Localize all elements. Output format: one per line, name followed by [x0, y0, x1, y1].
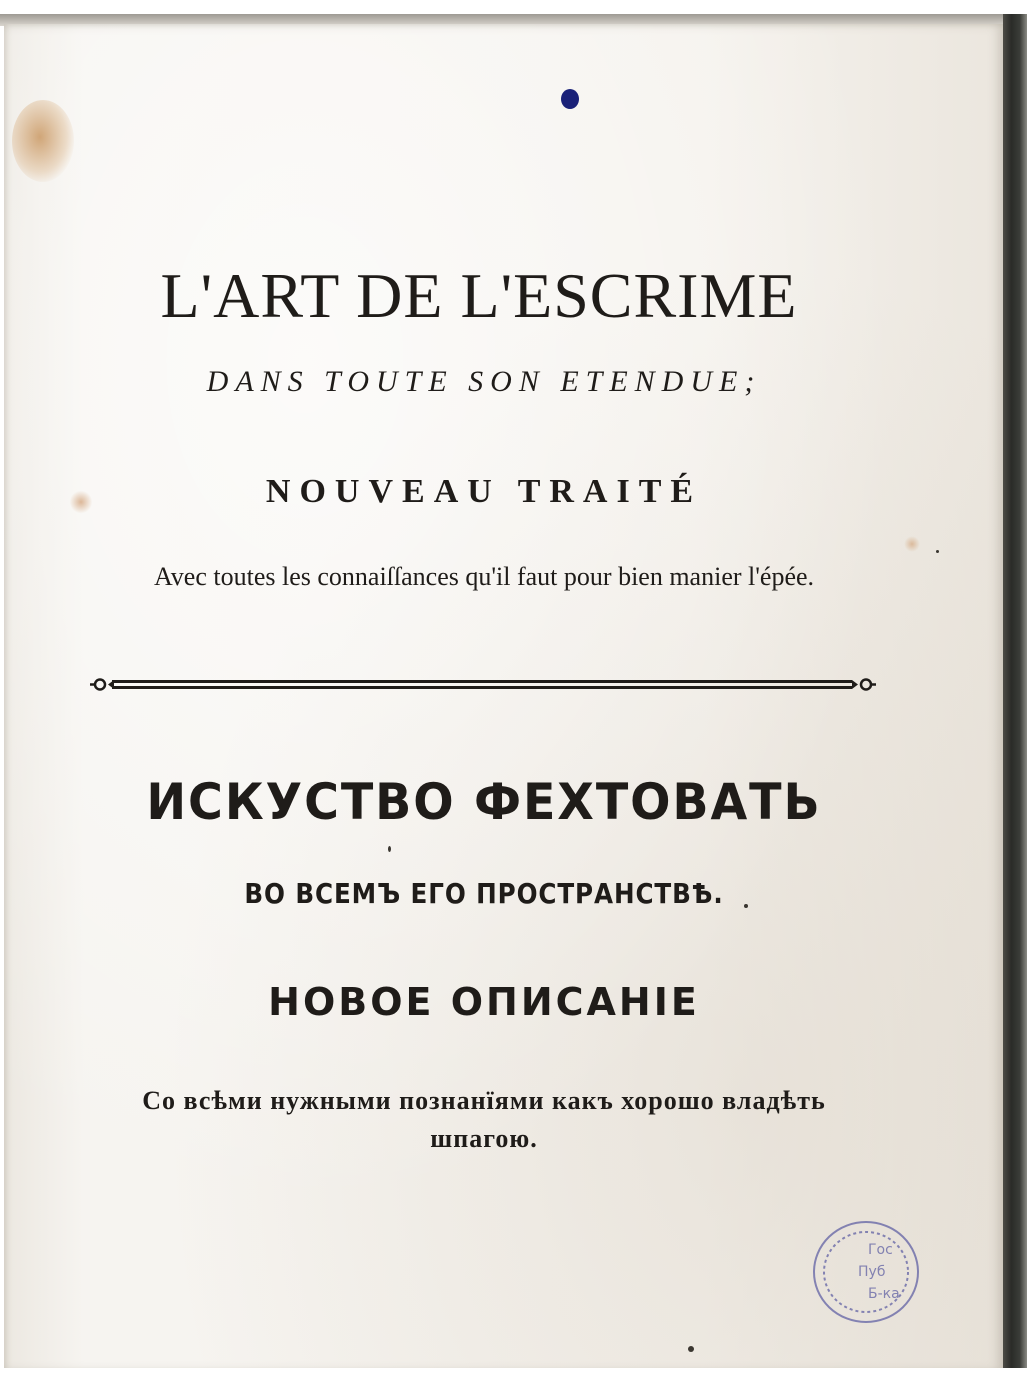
foxing-stain — [70, 490, 92, 514]
paper-speck — [688, 1346, 694, 1352]
foxing-stain — [904, 536, 920, 552]
ornamental-rule — [90, 672, 876, 698]
stamp-text-3: Б-ка — [868, 1286, 900, 1302]
foxing-stain — [12, 100, 74, 182]
scan-bottom-margin — [0, 1368, 1028, 1400]
french-heading: NOUVEAU TRAITÉ — [265, 473, 703, 510]
russian-heading: НОВОЕ ОПИСАНІЕ — [268, 980, 700, 1024]
book-spine-edge — [1003, 14, 1027, 1380]
paper-speck — [388, 846, 391, 852]
russian-subtitle: ВО ВСЕМЪ ЕГО ПРОСТРАНСТВѢ. — [244, 877, 724, 910]
russian-description-line-2: шпагою. — [430, 1124, 538, 1153]
paper-speck — [936, 550, 939, 553]
russian-description-line-1: Со всѣми нужными познанїями какъ хорошо владѣть — [142, 1086, 826, 1115]
french-title: L'ART DE L'ESCRIME — [160, 260, 798, 331]
book-page — [4, 24, 1004, 1372]
french-description: Avec toutes les connaiſſances qu'il faut pour bien manier l'épée. — [153, 562, 815, 591]
french-subtitle: DANS TOUTE SON ETENDUE; — [206, 365, 762, 398]
stamp-text-2: Пуб — [858, 1264, 886, 1280]
russian-title: ИСКУСТВО ФЕХТОВАТЬ — [146, 773, 822, 831]
ink-dot — [561, 89, 579, 109]
stamp-text-1: Гос — [868, 1242, 893, 1258]
library-stamp — [810, 1216, 922, 1328]
